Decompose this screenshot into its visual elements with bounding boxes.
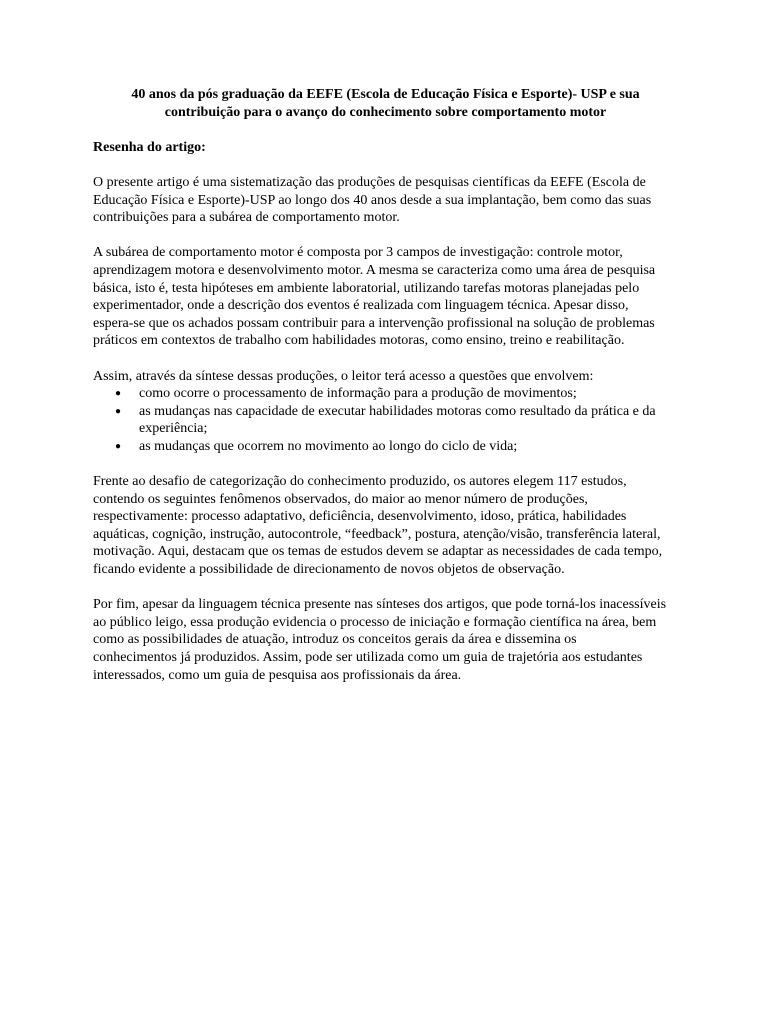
questions-list	[93, 385, 678, 455]
paragraph-subarea	[93, 244, 678, 350]
text-line: espera-se que os achados possam contribuir para a intervenção profissional na solução de problemas	[93, 315, 655, 331]
text-line: contribuições para a subárea de comportamento motor.	[93, 210, 400, 226]
text-line: aquáticas, cognição, instrução, autocontrole, “feedback”, postura, atenção/visão, transferência lateral,	[93, 526, 661, 542]
text-line: Por fim, apesar da linguagem técnica presente nas sínteses dos artigos, que pode torná-los inacessíveis	[93, 597, 667, 613]
review-heading: Resenha do artigo:	[93, 139, 206, 155]
text-line: Educação Física e Esporte)-USP ao longo dos 40 anos desde a sua implantação, bem como das suas	[93, 192, 652, 208]
text-line: as mudanças que ocorrem no movimento ao longo do ciclo de vida;	[139, 438, 518, 454]
list-item	[93, 403, 678, 438]
text-line: O presente artigo é uma sistematização das produções de pesquisas científicas da EEFE (Escola de	[93, 174, 646, 190]
bullet-icon: ●	[115, 440, 122, 452]
text-line: ficando evidente a possibilidade de direcionamento de novos objetos de observação.	[93, 562, 565, 578]
text-line: experiência;	[139, 421, 208, 437]
paragraph-conclusion	[93, 596, 678, 684]
text-line: aprendizagem motora e desenvolvimento motor. A mesma se caracteriza como uma área de pesquisa	[93, 262, 656, 278]
text-line: práticos em contextos de trabalho com habilidades motoras, como ensino, treino e reabilitação.	[93, 333, 625, 349]
bullet-icon: ●	[115, 405, 122, 417]
bullet-icon: ●	[115, 388, 122, 400]
text-line: interessados, como um guia de pesquisa aos profissionais da área.	[93, 667, 462, 683]
list-item	[93, 385, 678, 403]
text-line: motivação. Aqui, destacam que os temas de estudos devem se adaptar as necessidades de cada tempo,	[93, 544, 663, 560]
paragraph-questions	[93, 368, 678, 456]
paragraph-intro	[93, 174, 678, 227]
text-line: ao público leigo, essa produção evidencia o processo de iniciação e formação científica na área, bem	[93, 614, 657, 630]
text-line: A subárea de comportamento motor é composta por 3 campos de investigação: controle motor,	[93, 245, 623, 261]
text-line: contendo os seguintes fenômenos observados, do maior ao menor número de produções,	[93, 491, 588, 507]
text-line: as mudanças nas capacidade de executar habilidades motoras como resultado da prática e da	[139, 403, 656, 419]
document-page	[93, 86, 678, 702]
text-line: respectivamente: processo adaptativo, deficiência, desenvolvimento, idoso, prática, habilidades	[93, 509, 627, 525]
text-line: experimentador, onde a descrição dos eventos é realizada com linguagem técnica. Apesar disso,	[93, 298, 629, 314]
list-item	[93, 438, 678, 456]
questions-intro: Assim, através da síntese dessas produções, o leitor terá acesso a questões que envolvem:	[93, 368, 594, 384]
text-line: básica, isto é, testa hipóteses em ambiente laboratorial, utilizando tarefas motoras planejadas pelo	[93, 280, 640, 296]
text-line: como ocorre o processamento de informação para a produção de movimentos;	[139, 386, 577, 402]
paragraph-categorization	[93, 473, 678, 579]
text-line: Frente ao desafio de categorização do conhecimento produzido, os autores elegem 117 estudos,	[93, 474, 627, 490]
text-line: conhecimentos já produzidos. Assim, pode ser utilizada como um guia de trajetória aos estudantes	[93, 650, 643, 665]
document-title	[93, 86, 678, 121]
title-line: contribuição para o avanço do conhecimento sobre comportamento motor	[164, 104, 607, 120]
title-line: 40 anos da pós graduação da EEFE (Escola de Educação Física e Esporte)- USP e sua	[131, 87, 640, 102]
text-line: como as possibilidades de atuação, introduz os conceitos gerais da área e dissemina os	[93, 632, 577, 648]
